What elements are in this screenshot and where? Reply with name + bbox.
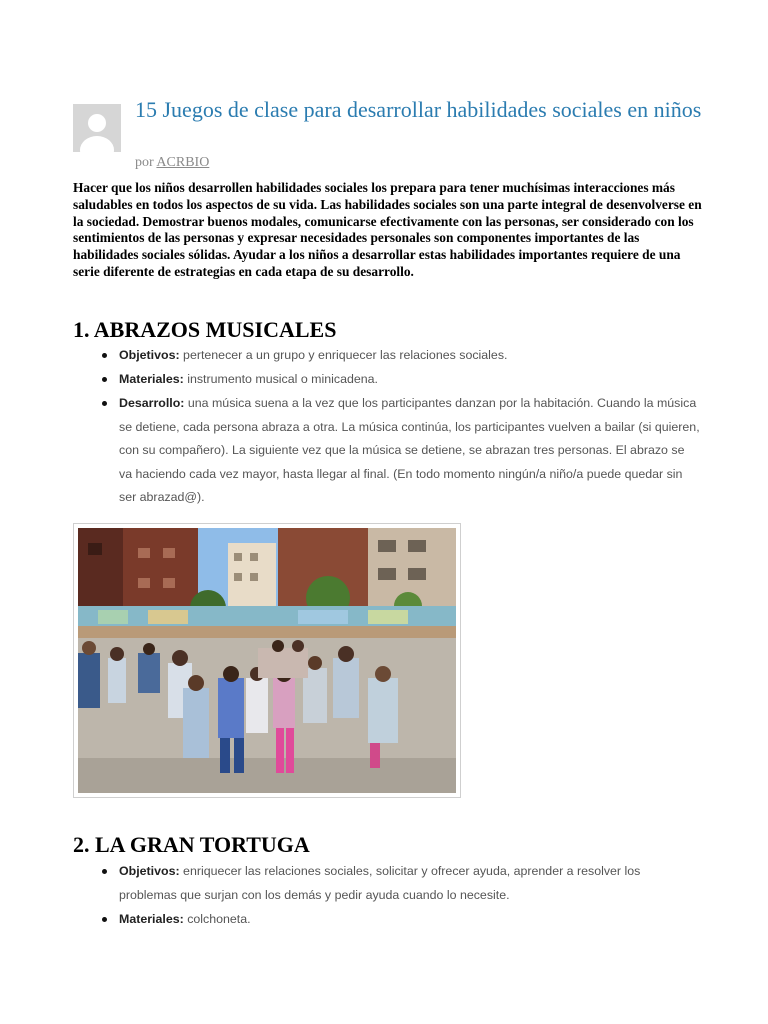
item-label: Materiales: xyxy=(119,372,184,386)
item-text: colchoneta. xyxy=(187,911,251,926)
item-text: instrumento musical o minicadena. xyxy=(187,372,378,386)
article-title: 15 Juegos de clase para desarrollar habilidades sociales en niños xyxy=(135,97,702,122)
item-text: enriquecer las relaciones sociales, solicitar y ofrecer ayuda, aprender a resolver los problemas que surjan con los demás y pedir ayuda cuando lo necesite. xyxy=(119,864,641,902)
list-item-desarrollo xyxy=(100,392,700,510)
item-label: Objetivos: xyxy=(119,348,180,362)
article-intro: Hacer que los niños desarrollen habilidades sociales los prepara para tener muchísimas interacciones más saludables en todos los aspectos de su vida. Las habilidades sociales son una parte integral de desenvolverse en la sociedad. Demostrar buenos modales, comunicarse efectivamente con las personas, ser considerado con los sentimientos de las personas y expresar necesidades personales son componentes importantes de las habilidades sociales sólidas. Ayudar a los niños a desarrollar estas habilidades importantes requiere de una serie diferente de estrategias en cada etapa de su desarrollo. xyxy=(73,180,702,279)
list-item-materiales xyxy=(100,908,700,932)
item-label: Materiales: xyxy=(119,911,184,926)
playground-photo-image xyxy=(78,528,456,793)
list-item-materiales xyxy=(100,368,700,392)
children-hugging-photo xyxy=(73,523,461,798)
author-link[interactable]: ACRBIO xyxy=(156,155,210,170)
default-user-icon xyxy=(73,104,121,152)
byline-prefix: por xyxy=(135,155,154,170)
author-avatar xyxy=(73,104,121,152)
item-label: Objetivos: xyxy=(119,864,180,878)
section-2-list xyxy=(100,860,700,932)
list-item-objetivos xyxy=(100,860,700,907)
byline xyxy=(135,155,209,171)
section-heading-abrazos-musicales: 1. ABRAZOS MUSICALES xyxy=(73,317,337,342)
section-1-list xyxy=(100,344,700,510)
list-item-objetivos xyxy=(100,344,700,368)
item-text: pertenecer a un grupo y enriquecer las relaciones sociales. xyxy=(183,348,508,362)
section-heading-la-gran-tortuga: 2. LA GRAN TORTUGA xyxy=(73,832,310,857)
item-label: Desarrollo: xyxy=(119,396,185,410)
item-text: una música suena a la vez que los participantes danzan por la habitación. Cuando la música se detiene, cada persona abraza a otra. La música continúa, los participantes vuelven a bailar (si quieren, con su compañero). La siguiente vez que la música se detiene, se abrazan tres personas. El abrazo se va haciendo cada vez mayor, hasta llegar al final. (En todo momento ningún/a niño/a puede quedar sin ser abrazad@). xyxy=(119,396,700,504)
